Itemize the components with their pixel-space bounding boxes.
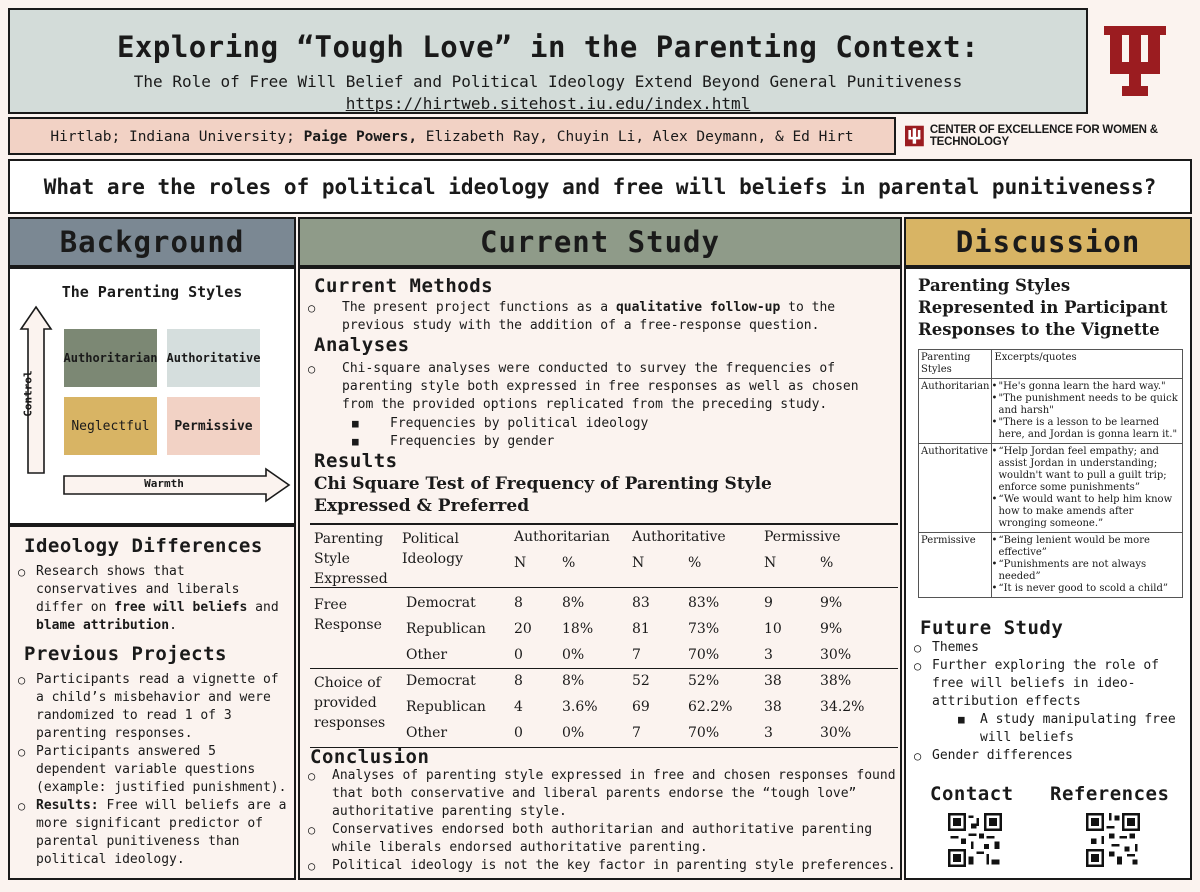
table-cell: 8 [514, 595, 523, 611]
table-cell: 38 [764, 673, 782, 689]
col-permissive: Permissive [764, 529, 841, 545]
table-cell-ideology: Democrat [406, 673, 476, 689]
authors-line: Hirtlab; Indiana University; Paige Powers, Elizabeth Ray, Chuyin Li, Alex Deymann, & Ed Hirt [50, 129, 854, 145]
table-cell: 20 [514, 621, 532, 637]
group-free-response: Free Response [314, 597, 382, 633]
list-item: ○ Themes [906, 639, 1188, 657]
table-cell: 9 [764, 595, 773, 611]
discussion-panel [904, 267, 1192, 880]
background-header: Background [8, 217, 296, 267]
parenting-styles-title: The Parenting Styles [61, 283, 243, 301]
table-cell: 10 [764, 621, 782, 637]
references-qr-code[interactable] [1086, 813, 1140, 867]
contact-title: Contact [930, 783, 1014, 805]
analyses-bullets [300, 360, 890, 414]
table-cell: 70% [688, 725, 720, 741]
list-item: ○ Participants read a vignette of a child’s misbehavior and were randomized to read 1 of 3 parenting responses. [10, 671, 292, 743]
col-n: N [764, 555, 777, 571]
poster-subtitle: The Role of Free Will Belief and Political Ideology Extend Beyond General Punitiveness [133, 72, 963, 91]
table-cell: 3 [764, 647, 773, 663]
contact-qr-code[interactable] [948, 813, 1002, 867]
quotes-cell [992, 444, 1183, 533]
analyses-sub-bullets [300, 415, 890, 451]
table-cell: 62.2% [688, 699, 733, 715]
col-n: N [632, 555, 645, 571]
cewt-logo [905, 122, 1195, 150]
table-cell-ideology: Other [406, 647, 448, 663]
table-cell: 30% [820, 647, 852, 663]
table-cell: 38% [820, 673, 852, 689]
quote: • “Being lenient would be more effective” [994, 535, 1180, 559]
table-header-row [919, 350, 1183, 379]
quotes-cell [992, 533, 1183, 598]
table-cell: 0% [562, 725, 585, 741]
analyses-title: Analyses [314, 334, 410, 356]
table-group-rule [310, 668, 898, 669]
table-row [919, 444, 1183, 533]
table-cell: 52% [688, 673, 720, 689]
table-cell: 3.6% [562, 699, 598, 715]
control-axis-label: Control [21, 370, 35, 417]
table-cell: 9% [820, 621, 843, 637]
future-study-bullets-2 [906, 747, 1188, 765]
list-item: ○ Further exploring the role of free will beliefs in ideo-attribution effects [906, 657, 1188, 711]
style-authoritative: Authoritative [167, 329, 260, 387]
quote: • “Help Jordan feel empathy; and assist Jordan in understanding; wouldn't want to pull a guilt trip; enforce some punishments” [994, 446, 1180, 494]
table-cell: 4 [514, 699, 523, 715]
current-study-header: Current Study [298, 217, 902, 267]
conclusion-title: Conclusion [310, 746, 430, 768]
research-question: What are the roles of political ideology and free will beliefs in parental punitiveness? [43, 175, 1157, 199]
quote: • “We would want to help him know how to make amends after wronging someone.” [994, 494, 1180, 530]
discussion-title: Parenting Styles Represented in Participant Responses to the Vignette [918, 276, 1168, 339]
parenting-styles-panel [8, 267, 296, 525]
col-parenting-styles: Parenting Styles [919, 350, 992, 379]
list-item: ○ Conservatives endorsed both authoritarian and authoritative parenting while liberals endorsed authoritative parenting. [300, 821, 900, 857]
table-cell-ideology: Republican [406, 621, 486, 637]
quote: • “Punishments are not always needed” [994, 559, 1180, 583]
table-cell: 69 [632, 699, 650, 715]
group-choice-provided: Choice of provided responses [314, 675, 386, 731]
table-cell: 0% [562, 647, 585, 663]
style-permissive: Permissive [167, 397, 260, 455]
research-question-bar [8, 159, 1192, 214]
quote: • “It is never good to scold a child” [994, 583, 1180, 595]
quote: • "The punishment needs to be quick and harsh" [994, 393, 1180, 417]
ideology-panel [8, 525, 296, 880]
list-item: ■ A study manipulating free will beliefs [906, 711, 1188, 747]
table-cell-ideology: Democrat [406, 595, 476, 611]
table-cell: 0 [514, 647, 523, 663]
col-political-ideology: Political Ideology [402, 531, 463, 567]
list-item: ○ Participants answered 5 dependent variable questions (example: justified punishment). [10, 743, 292, 797]
col-pct: % [562, 555, 576, 571]
lab-website-link[interactable]: https://hirtweb.sitehost.iu.edu/index.html [345, 94, 751, 113]
table-cell: 34.2% [820, 699, 865, 715]
previous-projects-bullets [10, 671, 292, 869]
table-cell: 8% [562, 595, 585, 611]
style-neglectful: Neglectful [64, 397, 157, 455]
quotes-cell [992, 379, 1183, 444]
table-cell: 8% [562, 673, 585, 689]
list-item: ○ Results: Free will beliefs are a more significant predictor of parental punitiveness than political ideology. [10, 797, 292, 869]
references-title: References [1050, 783, 1170, 805]
future-study-bullets [906, 639, 1188, 711]
table-cell: 52 [632, 673, 650, 689]
iu-mark-icon [905, 124, 924, 148]
table-cell: 70% [688, 647, 720, 663]
table-row [919, 379, 1183, 444]
table-cell: 81 [632, 621, 650, 637]
table-cell: 3 [764, 725, 773, 741]
list-item: ○ Research shows that conservatives and liberals differ on free will beliefs and blame attribution. [10, 563, 292, 635]
poster-title: Exploring “Tough Love” in the Parenting Context: [116, 30, 980, 64]
ideology-bullets [10, 563, 292, 635]
table-cell: 9% [820, 595, 843, 611]
table-cell-ideology: Other [406, 725, 448, 741]
title-banner [8, 8, 1088, 114]
col-parenting-style: Parenting Style Expressed [314, 531, 388, 587]
col-authoritative: Authoritative [632, 529, 726, 545]
authors-bar [8, 117, 896, 155]
iu-trident-logo [1100, 22, 1170, 102]
style-cell: Permissive [919, 533, 992, 598]
col-n: N [514, 555, 527, 571]
quote: • "He's gonna learn the hard way." [994, 381, 1180, 393]
table-top-rule [310, 523, 898, 525]
col-excerpts: Excerpts/quotes [992, 350, 1183, 379]
list-item: ○ Analyses of parenting style expressed in free and chosen responses found that both conservative and liberal parents endorse the “tough love” authoritative parenting style. [300, 767, 900, 821]
list-item: ○ Gender differences [906, 747, 1188, 765]
table-row [919, 533, 1183, 598]
style-cell: Authoritarian [919, 379, 992, 444]
table-cell: 8 [514, 673, 523, 689]
col-pct: % [688, 555, 702, 571]
table-cell: 7 [632, 647, 641, 663]
table-cell: 30% [820, 725, 852, 741]
table-cell: 38 [764, 699, 782, 715]
discussion-header: Discussion [904, 217, 1192, 267]
list-item: ○ Political ideology is not the key factor in parenting style preferences. [300, 857, 900, 875]
table-cell-ideology: Republican [406, 699, 486, 715]
table-cell: 18% [562, 621, 594, 637]
current-study-panel [298, 267, 902, 880]
warmth-axis-label: Warmth [144, 477, 184, 490]
style-cell: Authoritative [919, 444, 992, 533]
col-authoritarian: Authoritarian [514, 529, 610, 545]
list-item: ■ Frequencies by gender [300, 433, 890, 451]
style-authoritarian: Authoritarian [64, 329, 157, 387]
quote: • "There is a lesson to be learned here, and Jordan is gonna learn it." [994, 417, 1180, 441]
chi-square-table-title: Chi Square Test of Frequency of Parenting Style Expressed & Preferred [314, 474, 772, 516]
table-cell: 73% [688, 621, 720, 637]
ideology-title: Ideology Differences [24, 535, 263, 557]
table-cell: 83% [688, 595, 720, 611]
methods-bullets [300, 299, 890, 335]
table-cell: 83 [632, 595, 650, 611]
results-title: Results [314, 450, 398, 472]
excerpts-table [918, 349, 1183, 598]
table-cell: 0 [514, 725, 523, 741]
list-item: ○ The present project functions as a qualitative follow-up to the previous study with the addition of a free-response question. [300, 299, 890, 335]
future-study-sub-bullets [906, 711, 1188, 747]
list-item: ■ Frequencies by political ideology [300, 415, 890, 433]
conclusion-bullets [300, 767, 900, 875]
table-cell: 7 [632, 725, 641, 741]
methods-title: Current Methods [314, 275, 494, 297]
list-item: ○ Chi-square analyses were conducted to survey the frequencies of parenting style both expressed in free responses as well as chosen from the provided options replicated from the preceding study. [300, 360, 890, 414]
previous-projects-title: Previous Projects [24, 643, 227, 665]
col-pct: % [820, 555, 834, 571]
future-study-title: Future Study [920, 617, 1064, 639]
cewt-label: CENTER OF EXCELLENCE FOR WOMEN & TECHNOLOGY [929, 124, 1158, 148]
table-header-rule [310, 587, 898, 588]
